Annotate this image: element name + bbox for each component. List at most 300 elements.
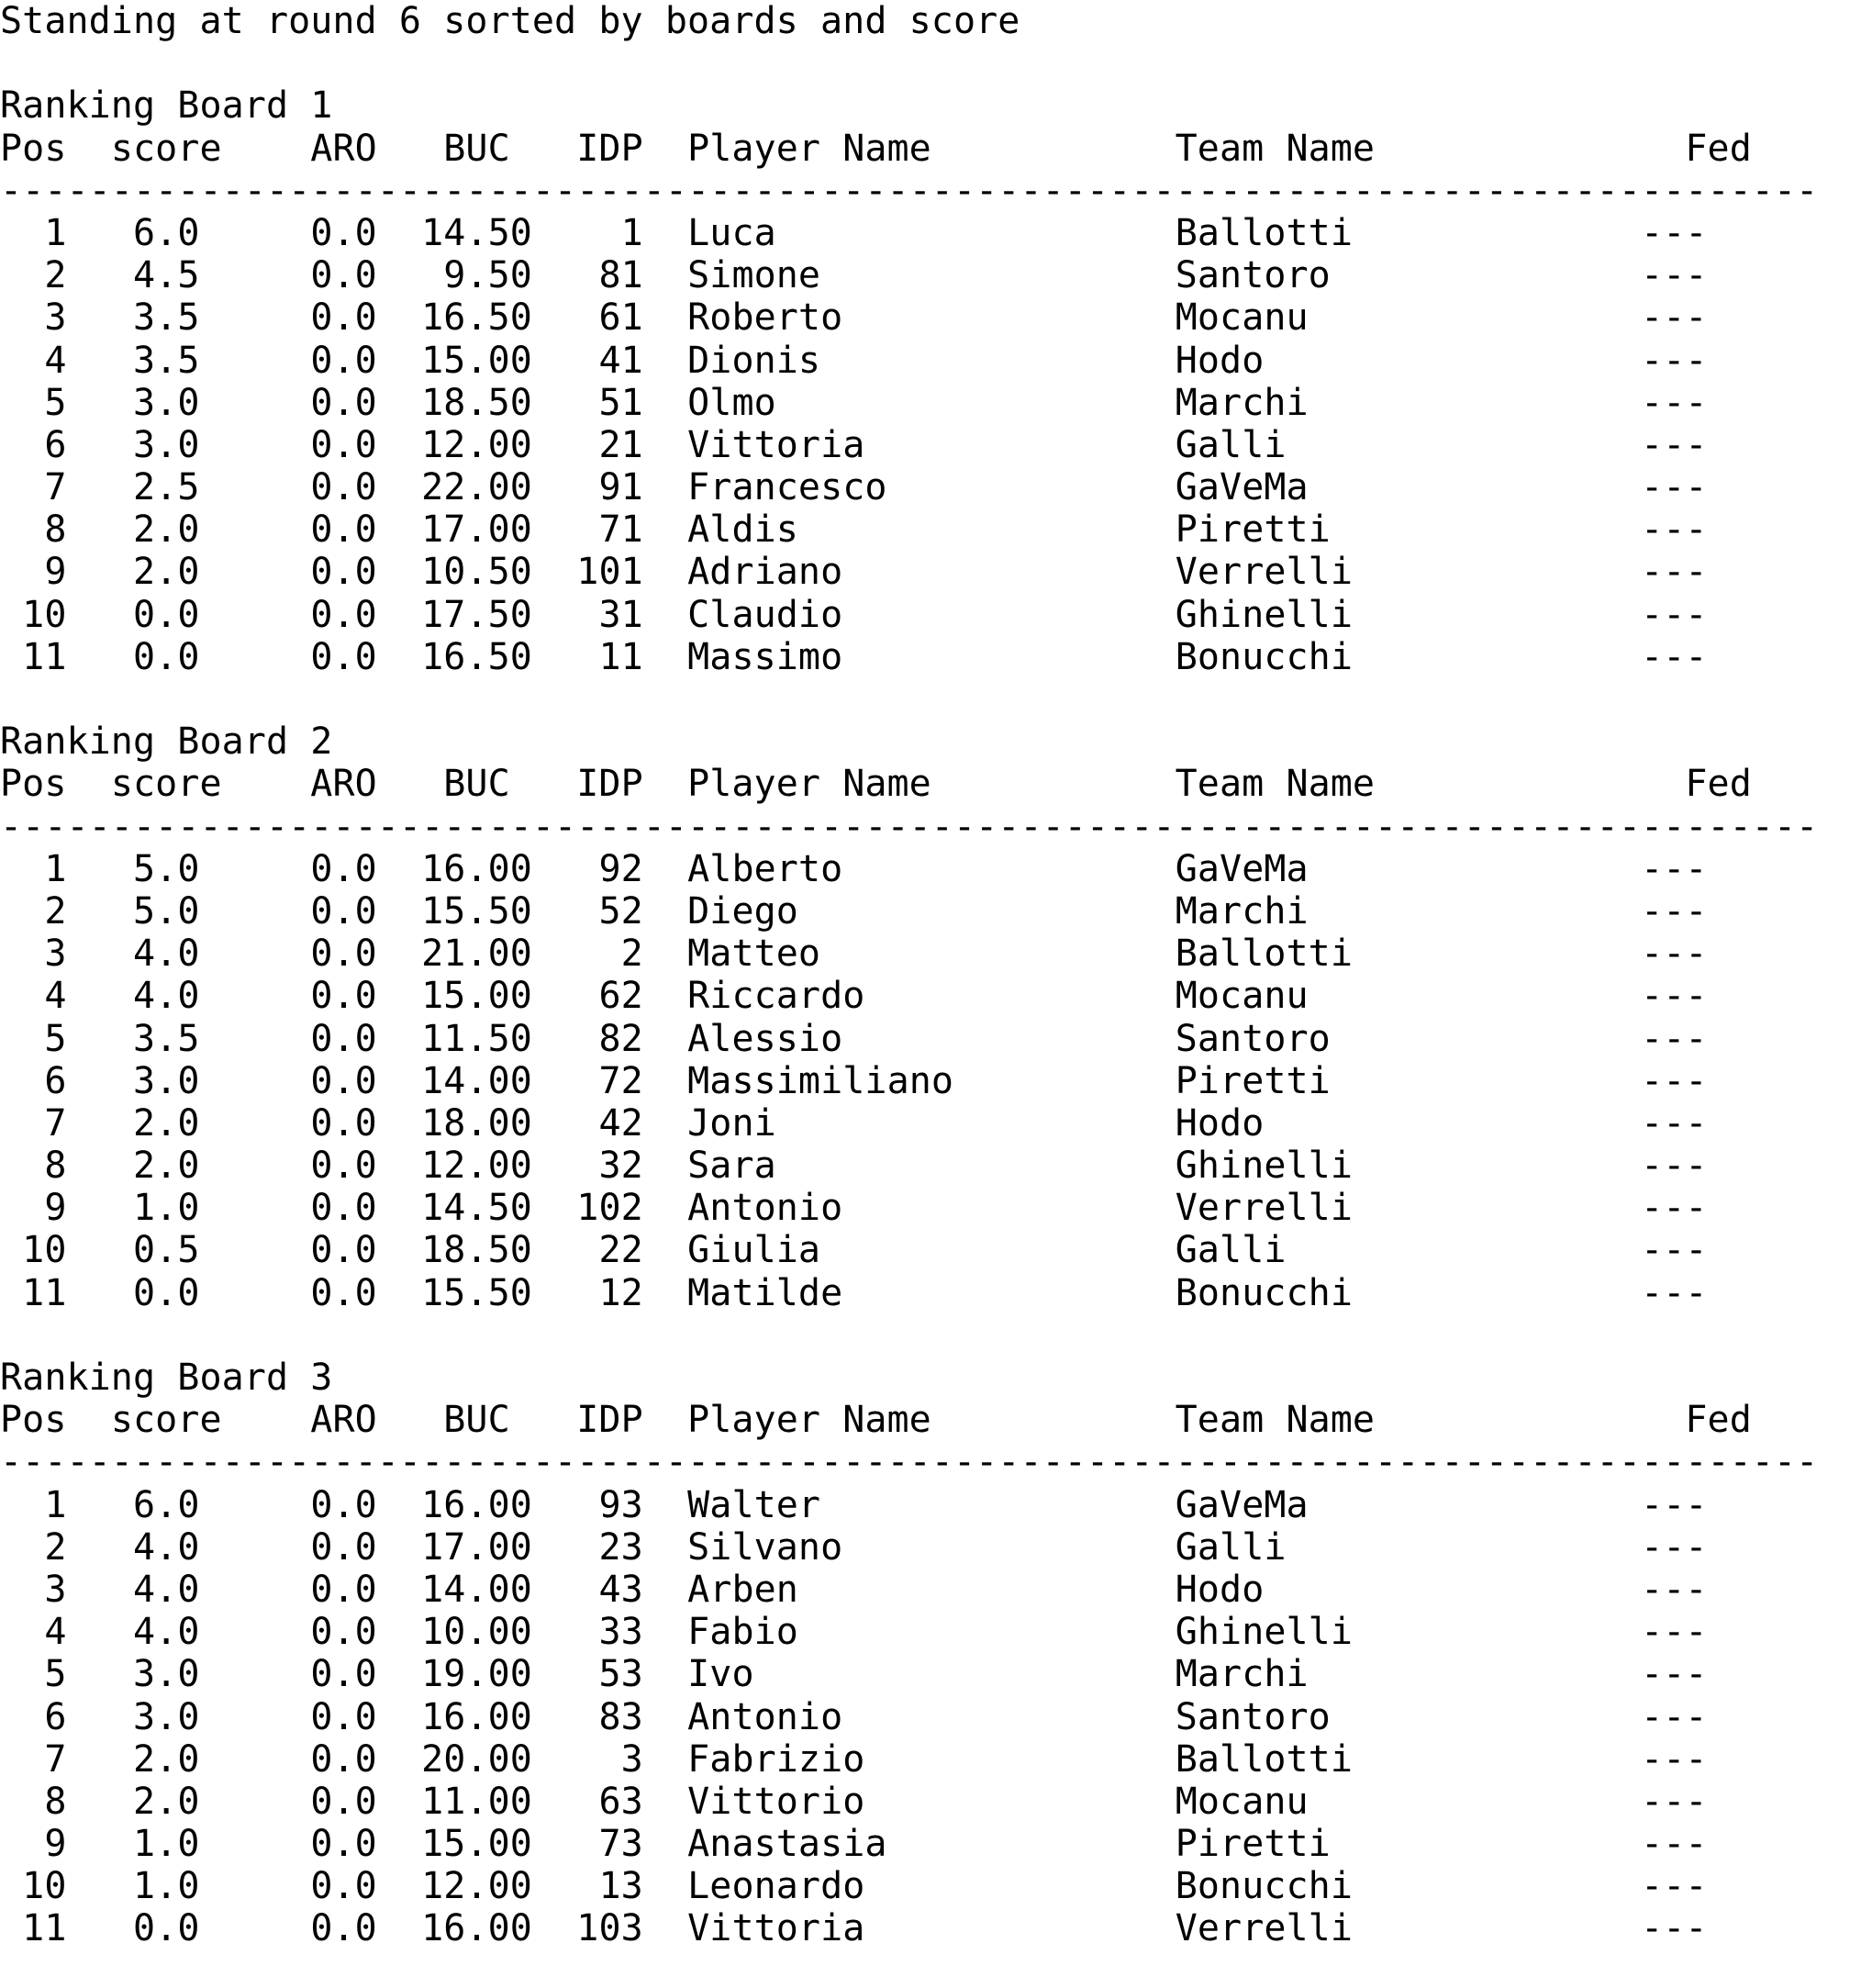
table-row: [0, 1187, 1818, 1229]
row-fed: ---: [1641, 1229, 1708, 1272]
row-buc: 10.00: [398, 1611, 532, 1654]
row-score: 5.0: [133, 847, 200, 890]
row-buc: 14.50: [398, 1187, 532, 1230]
row-aro: 0.0: [310, 975, 377, 1018]
table-row: [0, 212, 1818, 254]
row-player-name: Giulia: [687, 1229, 1176, 1272]
table-row: [0, 551, 1818, 593]
row-fed: ---: [1641, 1780, 1708, 1823]
row-team-name: Verrelli: [1175, 551, 1642, 594]
col-buc-header: BUC: [443, 763, 577, 806]
table-row: [0, 1526, 1818, 1569]
row-idp: 22: [554, 1229, 643, 1272]
row-pos: 11: [0, 1907, 67, 1950]
row-team-name: Marchi: [1175, 889, 1642, 933]
row-buc: 14.50: [398, 211, 532, 254]
board-heading: [0, 1357, 1818, 1399]
row-fed: ---: [1641, 423, 1708, 466]
row-aro: 0.0: [310, 1483, 377, 1526]
row-team-name: Piretti: [1175, 1059, 1642, 1102]
table-row: [0, 1781, 1818, 1823]
row-score: 4.0: [133, 1525, 200, 1569]
row-score: 4.0: [133, 933, 200, 976]
divider-text: ----------------------------------------------------------------------------------: [0, 805, 1819, 848]
row-score: 0.0: [133, 1907, 200, 1950]
row-aro: 0.0: [310, 593, 377, 636]
row-score: 6.0: [133, 211, 200, 254]
row-idp: 13: [554, 1865, 643, 1908]
row-buc: 12.00: [398, 1865, 532, 1908]
row-score: 2.0: [133, 1145, 200, 1188]
row-pos: 7: [0, 1737, 67, 1781]
blank-line: [0, 42, 1818, 84]
row-team-name: Santoro: [1175, 254, 1642, 297]
row-team-name: Ballotti: [1175, 1737, 1642, 1781]
row-player-name: Vittoria: [687, 423, 1176, 466]
row-buc: 16.00: [398, 847, 532, 890]
row-team-name: Bonucchi: [1175, 1865, 1642, 1908]
row-score: 1.0: [133, 1823, 200, 1866]
row-pos: 7: [0, 466, 67, 509]
table-row: [0, 254, 1818, 296]
col-buc-header: BUC: [443, 1399, 577, 1442]
row-score: 1.0: [133, 1865, 200, 1908]
row-idp: 33: [554, 1611, 643, 1654]
row-idp: 23: [554, 1525, 643, 1569]
col-team-header: Team Name: [1175, 1399, 1686, 1442]
row-team-name: Marchi: [1175, 381, 1642, 424]
row-player-name: Riccardo: [687, 975, 1176, 1018]
table-row: [0, 382, 1818, 424]
row-fed: ---: [1641, 1271, 1708, 1314]
row-idp: 72: [554, 1059, 643, 1102]
row-team-name: Galli: [1175, 1525, 1642, 1569]
row-buc: 18.00: [398, 1101, 532, 1145]
row-aro: 0.0: [310, 508, 377, 552]
col-score-header: score: [110, 763, 311, 806]
row-pos: 11: [0, 1271, 67, 1314]
row-aro: 0.0: [310, 1695, 377, 1738]
row-pos: 5: [0, 1017, 67, 1060]
row-fed: ---: [1641, 635, 1708, 678]
col-team-header: Team Name: [1175, 763, 1686, 806]
row-team-name: Verrelli: [1175, 1907, 1642, 1950]
row-score: 3.0: [133, 423, 200, 466]
table-row: [0, 1145, 1818, 1187]
col-idp-header: IDP: [576, 127, 688, 170]
row-pos: 11: [0, 635, 67, 678]
row-fed: ---: [1641, 339, 1708, 382]
row-buc: 15.50: [398, 1271, 532, 1314]
row-aro: 0.0: [310, 635, 377, 678]
row-buc: 19.00: [398, 1653, 532, 1696]
row-score: 4.0: [133, 1611, 200, 1654]
blank-line: [0, 1314, 1818, 1357]
table-header: [0, 1399, 1818, 1441]
table-row: [0, 1484, 1818, 1526]
row-player-name: Olmo: [687, 381, 1176, 424]
row-aro: 0.0: [310, 1780, 377, 1823]
row-player-name: Leonardo: [687, 1865, 1176, 1908]
row-idp: 83: [554, 1695, 643, 1738]
row-buc: 15.00: [398, 339, 532, 382]
row-player-name: Arben: [687, 1568, 1176, 1611]
row-aro: 0.0: [310, 1059, 377, 1102]
col-score-header: score: [110, 1399, 311, 1442]
row-idp: 31: [554, 593, 643, 636]
row-team-name: Mocanu: [1175, 975, 1642, 1018]
row-buc: 14.00: [398, 1568, 532, 1611]
row-pos: 10: [0, 593, 67, 636]
table-row: [0, 1229, 1818, 1271]
row-pos: 1: [0, 847, 67, 890]
col-aro-header: ARO: [310, 1399, 444, 1442]
row-fed: ---: [1641, 847, 1708, 890]
row-team-name: Marchi: [1175, 1653, 1642, 1696]
col-buc-header: BUC: [443, 127, 577, 170]
row-team-name: Bonucchi: [1175, 635, 1642, 678]
row-buc: 18.50: [398, 1229, 532, 1272]
row-idp: 2: [554, 933, 643, 976]
row-idp: 41: [554, 339, 643, 382]
row-aro: 0.0: [310, 1737, 377, 1781]
row-player-name: Adriano: [687, 551, 1176, 594]
row-buc: 16.00: [398, 1483, 532, 1526]
row-idp: 3: [554, 1737, 643, 1781]
row-pos: 3: [0, 933, 67, 976]
row-player-name: Diego: [687, 889, 1176, 933]
row-idp: 32: [554, 1145, 643, 1188]
row-fed: ---: [1641, 551, 1708, 594]
row-pos: 6: [0, 1059, 67, 1102]
row-team-name: Piretti: [1175, 508, 1642, 552]
row-buc: 15.00: [398, 975, 532, 1018]
row-pos: 4: [0, 975, 67, 1018]
col-pos-header: Pos: [0, 127, 111, 170]
row-fed: ---: [1641, 1187, 1708, 1230]
row-fed: ---: [1641, 1145, 1708, 1188]
row-team-name: Ghinelli: [1175, 1611, 1642, 1654]
table-row: [0, 1102, 1818, 1145]
row-score: 6.0: [133, 1483, 200, 1526]
row-player-name: Massimiliano: [687, 1059, 1176, 1102]
row-score: 0.5: [133, 1229, 200, 1272]
row-buc: 12.00: [398, 423, 532, 466]
col-fed-header: Fed: [1685, 1399, 1752, 1442]
table-row: [0, 1865, 1818, 1907]
table-row: [0, 933, 1818, 975]
row-player-name: Sara: [687, 1145, 1176, 1188]
row-aro: 0.0: [310, 889, 377, 933]
row-team-name: Mocanu: [1175, 1780, 1642, 1823]
table-header: [0, 763, 1818, 805]
col-score-header: score: [110, 127, 311, 170]
row-score: 2.5: [133, 466, 200, 509]
row-buc: 21.00: [398, 933, 532, 976]
row-idp: 101: [554, 551, 643, 594]
divider: [0, 1441, 1818, 1483]
divider: [0, 806, 1818, 848]
row-pos: 4: [0, 339, 67, 382]
col-player-header: Player Name: [687, 127, 1176, 170]
row-player-name: Roberto: [687, 296, 1176, 340]
col-team-header: Team Name: [1175, 127, 1686, 170]
row-fed: ---: [1641, 593, 1708, 636]
board-label: Ranking Board 3: [0, 1357, 333, 1399]
row-buc: 16.00: [398, 1907, 532, 1950]
row-pos: 10: [0, 1229, 67, 1272]
row-score: 0.0: [133, 1271, 200, 1314]
row-buc: 17.00: [398, 1525, 532, 1569]
row-aro: 0.0: [310, 1907, 377, 1950]
row-idp: 51: [554, 381, 643, 424]
row-player-name: Fabio: [687, 1611, 1176, 1654]
row-pos: 8: [0, 1145, 67, 1188]
row-fed: ---: [1641, 254, 1708, 297]
row-pos: 9: [0, 551, 67, 594]
row-score: 3.5: [133, 1017, 200, 1060]
row-score: 3.0: [133, 1653, 200, 1696]
row-score: 3.0: [133, 1695, 200, 1738]
row-aro: 0.0: [310, 254, 377, 297]
board-label: Ranking Board 1: [0, 84, 333, 128]
row-aro: 0.0: [310, 1611, 377, 1654]
row-idp: 81: [554, 254, 643, 297]
row-pos: 2: [0, 1525, 67, 1569]
row-aro: 0.0: [310, 1865, 377, 1908]
row-team-name: Hodo: [1175, 1101, 1642, 1145]
divider-text: ----------------------------------------------------------------------------------: [0, 169, 1819, 212]
row-player-name: Antonio: [687, 1695, 1176, 1738]
row-pos: 9: [0, 1823, 67, 1866]
row-team-name: Ballotti: [1175, 211, 1642, 254]
row-buc: 9.50: [398, 254, 532, 297]
row-buc: 15.00: [398, 1823, 532, 1866]
row-team-name: Hodo: [1175, 339, 1642, 382]
row-aro: 0.0: [310, 296, 377, 340]
row-score: 2.0: [133, 508, 200, 552]
row-aro: 0.0: [310, 847, 377, 890]
row-idp: 11: [554, 635, 643, 678]
row-idp: 71: [554, 508, 643, 552]
row-score: 2.0: [133, 551, 200, 594]
row-idp: 92: [554, 847, 643, 890]
row-player-name: Claudio: [687, 593, 1176, 636]
row-fed: ---: [1641, 1823, 1708, 1866]
row-fed: ---: [1641, 1017, 1708, 1060]
col-fed-header: Fed: [1685, 763, 1752, 806]
row-score: 0.0: [133, 593, 200, 636]
board-heading: [0, 720, 1818, 763]
row-team-name: Galli: [1175, 423, 1642, 466]
table-row: [0, 1272, 1818, 1314]
row-idp: 1: [554, 211, 643, 254]
row-pos: 10: [0, 1865, 67, 1908]
row-aro: 0.0: [310, 1653, 377, 1696]
row-fed: ---: [1641, 381, 1708, 424]
row-fed: ---: [1641, 1695, 1708, 1738]
row-score: 2.0: [133, 1780, 200, 1823]
row-aro: 0.0: [310, 933, 377, 976]
row-pos: 2: [0, 254, 67, 297]
row-aro: 0.0: [310, 1525, 377, 1569]
table-row: [0, 508, 1818, 551]
row-pos: 1: [0, 1483, 67, 1526]
row-score: 2.0: [133, 1101, 200, 1145]
row-fed: ---: [1641, 1059, 1708, 1102]
row-score: 3.0: [133, 381, 200, 424]
table-row: [0, 1738, 1818, 1781]
row-team-name: Piretti: [1175, 1823, 1642, 1866]
row-team-name: Galli: [1175, 1229, 1642, 1272]
table-row: [0, 594, 1818, 636]
row-fed: ---: [1641, 1611, 1708, 1654]
col-idp-header: IDP: [576, 763, 688, 806]
row-team-name: Ballotti: [1175, 933, 1642, 976]
row-score: 4.5: [133, 254, 200, 297]
row-idp: 93: [554, 1483, 643, 1526]
row-aro: 0.0: [310, 381, 377, 424]
row-aro: 0.0: [310, 1101, 377, 1145]
row-pos: 4: [0, 1611, 67, 1654]
row-idp: 61: [554, 296, 643, 340]
row-fed: ---: [1641, 933, 1708, 976]
row-aro: 0.0: [310, 466, 377, 509]
row-team-name: Ghinelli: [1175, 593, 1642, 636]
row-buc: 17.00: [398, 508, 532, 552]
row-player-name: Dionis: [687, 339, 1176, 382]
row-buc: 12.00: [398, 1145, 532, 1188]
row-player-name: Antonio: [687, 1187, 1176, 1230]
table-row: [0, 340, 1818, 382]
row-fed: ---: [1641, 1483, 1708, 1526]
row-fed: ---: [1641, 1907, 1708, 1950]
row-idp: 12: [554, 1271, 643, 1314]
row-buc: 11.50: [398, 1017, 532, 1060]
row-aro: 0.0: [310, 1187, 377, 1230]
row-player-name: Ivo: [687, 1653, 1176, 1696]
row-pos: 7: [0, 1101, 67, 1145]
row-buc: 16.50: [398, 635, 532, 678]
row-idp: 73: [554, 1823, 643, 1866]
row-buc: 10.50: [398, 551, 532, 594]
blank-line: [0, 678, 1818, 720]
row-fed: ---: [1641, 296, 1708, 340]
row-idp: 102: [554, 1187, 643, 1230]
row-fed: ---: [1641, 1568, 1708, 1611]
row-aro: 0.0: [310, 1229, 377, 1272]
divider: [0, 170, 1818, 212]
row-team-name: Verrelli: [1175, 1187, 1642, 1230]
row-pos: 5: [0, 381, 67, 424]
row-player-name: Walter: [687, 1483, 1176, 1526]
row-pos: 8: [0, 508, 67, 552]
row-pos: 8: [0, 1780, 67, 1823]
row-team-name: Mocanu: [1175, 296, 1642, 340]
table-row: [0, 1907, 1818, 1949]
row-aro: 0.0: [310, 1568, 377, 1611]
row-player-name: Fabrizio: [687, 1737, 1176, 1781]
row-player-name: Francesco: [687, 466, 1176, 509]
row-score: 3.5: [133, 339, 200, 382]
row-idp: 52: [554, 889, 643, 933]
row-idp: 91: [554, 466, 643, 509]
row-idp: 43: [554, 1568, 643, 1611]
row-idp: 63: [554, 1780, 643, 1823]
row-team-name: Hodo: [1175, 1568, 1642, 1611]
col-player-header: Player Name: [687, 1399, 1176, 1442]
row-buc: 18.50: [398, 381, 532, 424]
table-row: [0, 424, 1818, 466]
table-row: [0, 1653, 1818, 1695]
col-fed-header: Fed: [1685, 127, 1752, 170]
row-player-name: Silvano: [687, 1525, 1176, 1569]
table-row: [0, 296, 1818, 339]
table-row: [0, 1060, 1818, 1102]
row-player-name: Vittorio: [687, 1780, 1176, 1823]
row-buc: 11.00: [398, 1780, 532, 1823]
row-pos: 3: [0, 1568, 67, 1611]
table-row: [0, 975, 1818, 1017]
table-header: [0, 128, 1818, 170]
title-text: Standing at round 6 sorted by boards and score: [0, 0, 1020, 42]
row-pos: 1: [0, 211, 67, 254]
row-score: 0.0: [133, 635, 200, 678]
table-row: [0, 848, 1818, 890]
table-row: [0, 1696, 1818, 1738]
row-idp: 82: [554, 1017, 643, 1060]
board-label: Ranking Board 2: [0, 720, 333, 764]
row-player-name: Simone: [687, 254, 1176, 297]
row-buc: 16.00: [398, 1695, 532, 1738]
row-player-name: Vittoria: [687, 1907, 1176, 1950]
col-pos-header: Pos: [0, 1399, 111, 1442]
col-aro-header: ARO: [310, 763, 444, 806]
row-player-name: Joni: [687, 1101, 1176, 1145]
row-fed: ---: [1641, 1525, 1708, 1569]
row-player-name: Matteo: [687, 933, 1176, 976]
table-row: [0, 1569, 1818, 1611]
row-team-name: GaVeMa: [1175, 847, 1642, 890]
row-score: 4.0: [133, 975, 200, 1018]
row-team-name: GaVeMa: [1175, 466, 1642, 509]
row-buc: 22.00: [398, 466, 532, 509]
divider-text: ----------------------------------------------------------------------------------: [0, 1441, 1819, 1484]
table-row: [0, 1823, 1818, 1865]
row-score: 3.5: [133, 296, 200, 340]
table-row: [0, 890, 1818, 933]
col-aro-header: ARO: [310, 127, 444, 170]
row-aro: 0.0: [310, 551, 377, 594]
row-fed: ---: [1641, 1101, 1708, 1145]
row-fed: ---: [1641, 889, 1708, 933]
row-fed: ---: [1641, 508, 1708, 552]
row-aro: 0.0: [310, 1017, 377, 1060]
row-buc: 17.50: [398, 593, 532, 636]
row-score: 1.0: [133, 1187, 200, 1230]
row-team-name: Santoro: [1175, 1695, 1642, 1738]
row-pos: 2: [0, 889, 67, 933]
row-aro: 0.0: [310, 1271, 377, 1314]
row-aro: 0.0: [310, 1145, 377, 1188]
row-pos: 6: [0, 1695, 67, 1738]
row-fed: ---: [1641, 466, 1708, 509]
col-player-header: Player Name: [687, 763, 1176, 806]
row-fed: ---: [1641, 1865, 1708, 1908]
row-idp: 42: [554, 1101, 643, 1145]
table-row: [0, 636, 1818, 678]
row-buc: 16.50: [398, 296, 532, 340]
